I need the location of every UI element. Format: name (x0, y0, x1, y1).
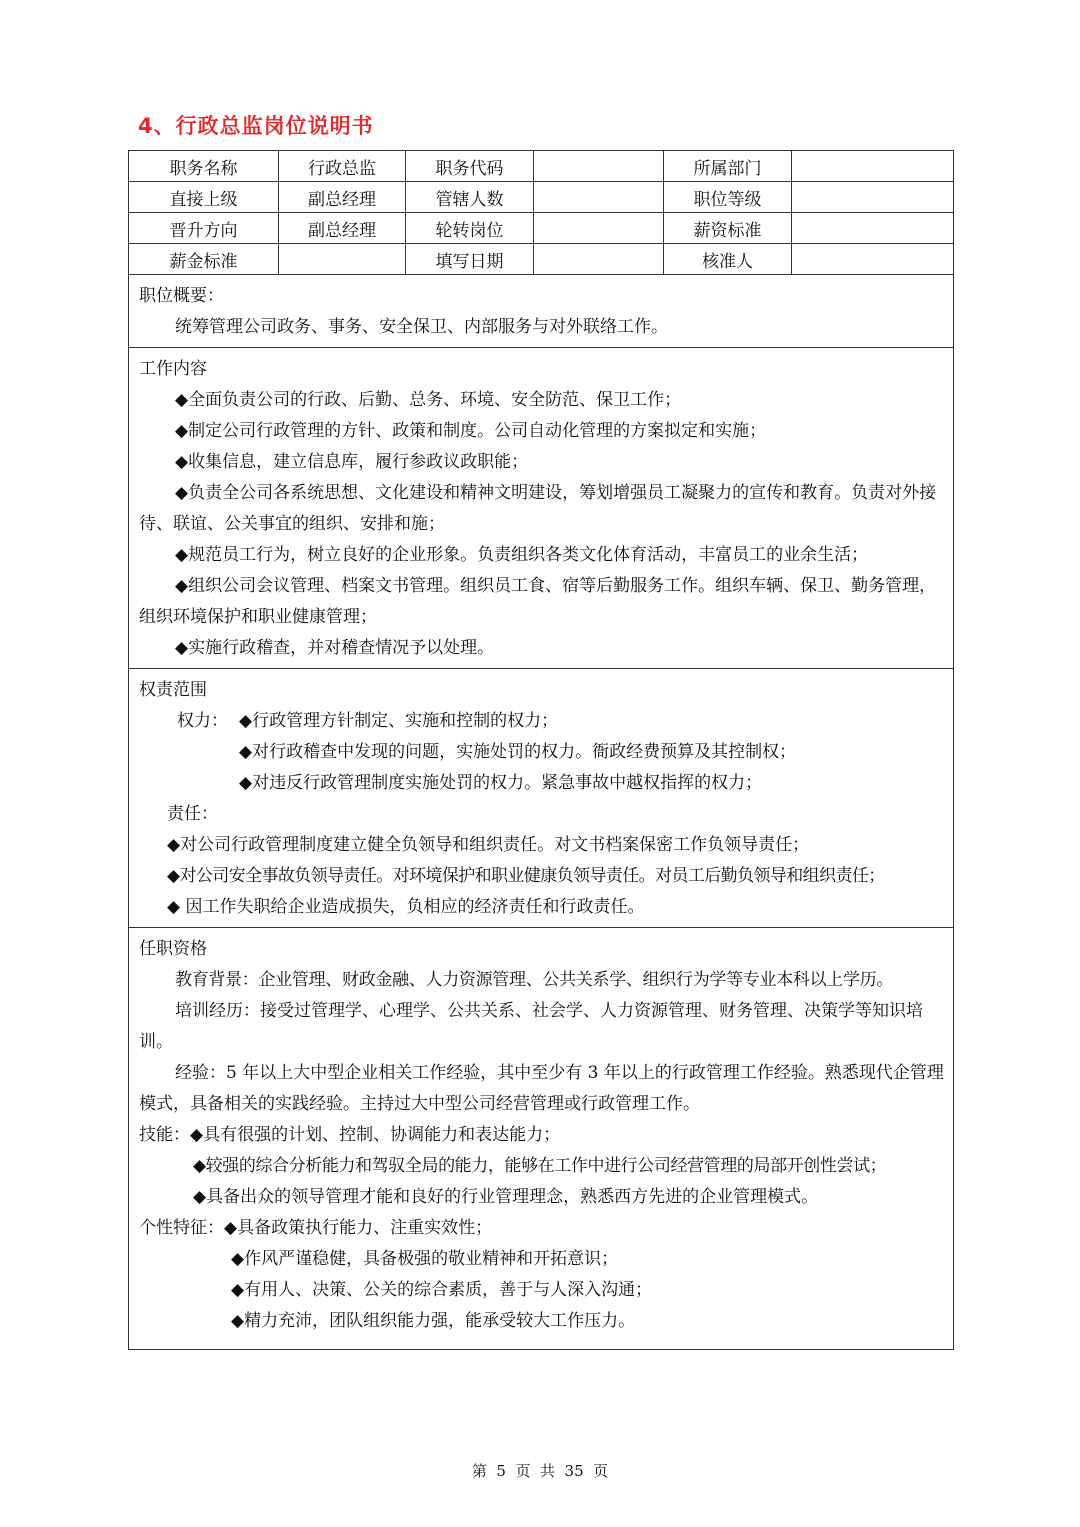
work-item: ◆规范员工行为，树立良好的企业形象。负责组织各类文化体育活动，丰富员工的业余生活； (175, 545, 869, 565)
value-cell (792, 151, 954, 182)
summary-section (129, 275, 954, 348)
work-item: ◆制定公司行政管理的方针、政策和制度。公司自动化管理的方案拟定和实施； (175, 421, 767, 441)
personality-label: 个性特征： (139, 1218, 224, 1238)
label-cell: 晋升方向 (129, 213, 279, 244)
label-cell: 轮转岗位 (406, 213, 534, 244)
skills-item (139, 1120, 947, 1151)
info-row (129, 244, 954, 275)
qualification-heading: 任职资格 (139, 939, 207, 959)
value-cell (534, 182, 664, 213)
label-cell: 管辖人数 (406, 182, 534, 213)
info-row (129, 182, 954, 213)
power-item: ◆对违反行政管理制度实施处罚的权力。紧急事故中越权指挥的权力； (239, 773, 763, 793)
authority-heading: 权责范围 (139, 680, 207, 700)
work-item: ◆全面负责公司的行政、后勤、总务、环境、安全防范、保卫工作； (175, 390, 682, 410)
experience-text: 经验：5 年以上大中型企业相关工作经验，其中至少有 3 年以上的行政管理工作经验。熟悉现代企管理模式，具备相关的实践经验。主持过大中型公司经营管理或行政管理工作。 (139, 1063, 944, 1114)
label-cell: 薪金标准 (129, 244, 279, 275)
label-cell: 直接上级 (129, 182, 279, 213)
duty-item: ◆对公司行政管理制度建立健全负领导和组织责任。对文书档案保密工作负领导责任； (167, 835, 810, 855)
page-number: 第 5 页 共 35 页 (471, 1462, 609, 1480)
value-cell (792, 213, 954, 244)
value-cell (534, 213, 664, 244)
personality-text: ◆具备政策执行能力、注重实效性； (224, 1218, 493, 1238)
work-item: ◆实施行政稽查，并对稽查情况予以处理。 (175, 638, 495, 658)
label-cell: 薪资标准 (664, 213, 792, 244)
work-item: ◆收集信息，建立信息库，履行参政议政职能； (175, 452, 529, 472)
work-heading: 工作内容 (139, 359, 207, 379)
value-cell: 副总经理 (279, 182, 406, 213)
personality-item: ◆作风严谨稳健，具备极强的敬业精神和开拓意识； (231, 1249, 619, 1269)
qualification-section (129, 928, 954, 1350)
job-description-table (128, 150, 954, 1350)
power-text: ◆行政管理方针制定、实施和控制的权力； (239, 711, 559, 731)
value-cell (279, 244, 406, 275)
work-section (129, 348, 954, 669)
education-text: 教育背景：企业管理、财政金融、人力资源管理、公共关系学、组织行为学等专业本科以上学历。 (175, 970, 894, 990)
power-item (139, 706, 947, 737)
power-label: 权力： (177, 711, 228, 731)
label-cell: 职位等级 (664, 182, 792, 213)
work-item: ◆组织公司会议管理、档案文书管理。组织员工食、宿等后勤服务工作。组织车辆、保卫、勤务管理，组织环境保护和职业健康管理； (139, 576, 937, 627)
label-cell: 填写日期 (406, 244, 534, 275)
skills-text: ◆具有很强的计划、控制、协调能力和表达能力； (190, 1125, 561, 1145)
personality-item: ◆有用人、决策、公关的综合素质，善于与人深入沟通； (231, 1280, 653, 1300)
summary-text: 统筹管理公司政务、事务、安全保卫、内部服务与对外联络工作。 (175, 317, 668, 337)
value-cell (792, 244, 954, 275)
value-cell (792, 182, 954, 213)
info-row (129, 213, 954, 244)
skills-item: ◆具备出众的领导管理才能和良好的行业管理理念，熟悉西方先进的企业管理模式。 (193, 1187, 819, 1207)
value-cell: 副总经理 (279, 213, 406, 244)
personality-item (139, 1213, 947, 1244)
duty-item: ◆对公司安全事故负领导责任。对环境保护和职业健康负领导责任。对员工后勤负领导和组织责任； (167, 866, 885, 886)
power-item: ◆对行政稽查中发现的问题，实施处罚的权力。衙政经费预算及其控制权； (239, 742, 797, 762)
training-text: 培训经历：接受过管理学、心理学、公共关系、社会学、人力资源管理、财务管理、决策学等知识培训。 (139, 1001, 923, 1052)
work-item: ◆负责全公司各系统思想、文化建设和精神文明建设，筹划增强员工凝聚力的宣传和教育。负责对外接待、联谊、公关事宜的组织、安排和施； (139, 483, 937, 534)
duty-item: ◆ 因工作失职给企业造成损失，负相应的经济责任和行政责任。 (167, 897, 645, 917)
label-cell: 职务代码 (406, 151, 534, 182)
authority-section (129, 669, 954, 928)
skills-label: 技能： (139, 1125, 190, 1145)
duty-label: 责任： (167, 804, 218, 824)
value-cell (534, 244, 664, 275)
value-cell: 行政总监 (279, 151, 406, 182)
summary-heading: 职位概要： (139, 286, 224, 306)
skills-item: ◆较强的综合分析能力和驾驭全局的能力，能够在工作中进行公司经营管理的局部开创性尝试； (193, 1156, 887, 1176)
label-cell: 所属部门 (664, 151, 792, 182)
personality-item: ◆精力充沛，团队组织能力强，能承受较大工作压力。 (231, 1311, 636, 1331)
info-row (129, 151, 954, 182)
label-cell: 职务名称 (129, 151, 279, 182)
document-title: 4、行政总监岗位说明书 (138, 114, 374, 138)
value-cell (534, 151, 664, 182)
label-cell: 核准人 (664, 244, 792, 275)
